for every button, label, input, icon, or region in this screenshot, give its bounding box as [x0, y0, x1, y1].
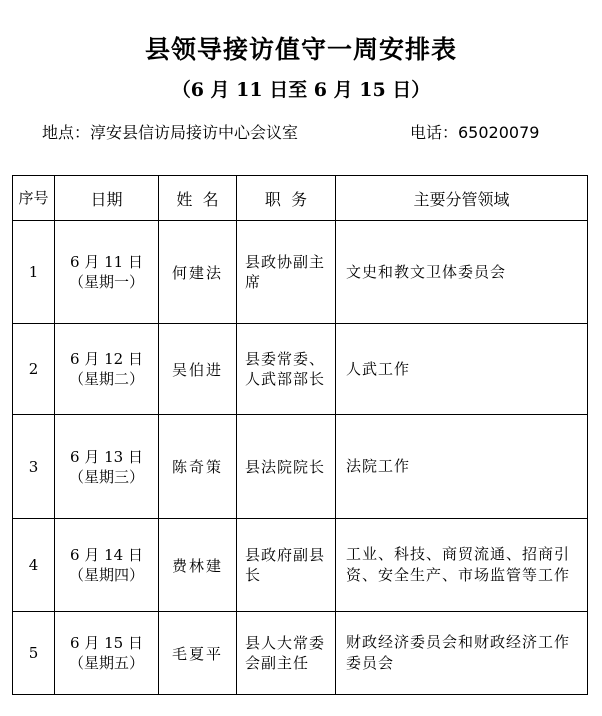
date-weekday: （星期四）	[68, 566, 144, 584]
row-area: 财政经济委员会和财政经济工作委员会	[336, 612, 588, 695]
phone-text: 电话：65020079	[410, 123, 540, 142]
row-area: 文史和教文卫体委员会	[336, 221, 588, 324]
table-row	[13, 519, 588, 612]
date-range-subtitle: （6 月 11 日至 6 月 15 日）	[171, 79, 431, 101]
row-date	[55, 415, 159, 519]
row-date	[55, 612, 159, 695]
header-name: 姓 名	[159, 176, 237, 221]
row-area: 工业、科技、商贸流通、招商引资、安全生产、市场监管等工作	[336, 519, 588, 612]
table-header-row	[13, 176, 588, 221]
date-day: 6 月 13 日	[70, 447, 143, 466]
table-row	[13, 221, 588, 324]
schedule-table	[12, 175, 588, 695]
header-area: 主要分管领域	[336, 176, 588, 221]
row-no: 1	[13, 221, 55, 324]
row-area: 法院工作	[336, 415, 588, 519]
row-name: 何建法	[159, 221, 237, 324]
date-day: 6 月 14 日	[70, 546, 143, 564]
date-weekday: （星期二）	[68, 370, 144, 388]
date-day: 6 月 11 日	[70, 253, 143, 271]
row-position: 县政府副县长	[237, 519, 336, 612]
row-no: 2	[13, 324, 55, 415]
date-weekday: （星期三）	[68, 467, 144, 486]
row-name: 毛夏平	[159, 612, 237, 695]
table-row	[13, 324, 588, 415]
row-name: 吴伯进	[159, 324, 237, 415]
row-name: 费林建	[159, 519, 237, 612]
row-name: 陈奇策	[159, 415, 237, 519]
location-text: 地点：淳安县信访局接访中心会议室	[42, 123, 299, 142]
header-no: 序号	[13, 176, 55, 221]
row-area: 人武工作	[336, 324, 588, 415]
date-day: 6 月 12 日	[70, 350, 143, 368]
date-day: 6 月 15 日	[70, 634, 143, 652]
row-position: 县政协副主席	[237, 221, 336, 324]
row-date	[55, 324, 159, 415]
date-weekday: （星期五）	[68, 654, 144, 672]
date-weekday: （星期一）	[68, 273, 144, 291]
page-title: 县领导接访值守一周安排表	[144, 35, 457, 64]
table-row	[13, 612, 588, 695]
header-date: 日期	[55, 176, 159, 221]
row-date	[55, 221, 159, 324]
header-position: 职 务	[237, 176, 336, 221]
row-no: 5	[13, 612, 55, 695]
table-row	[13, 415, 588, 519]
row-date	[55, 519, 159, 612]
row-position: 县委常委、人武部部长	[237, 324, 336, 415]
row-position: 县法院院长	[237, 415, 336, 519]
row-no: 4	[13, 519, 55, 612]
row-no: 3	[13, 415, 55, 519]
row-position: 县人大常委会副主任	[237, 612, 336, 695]
